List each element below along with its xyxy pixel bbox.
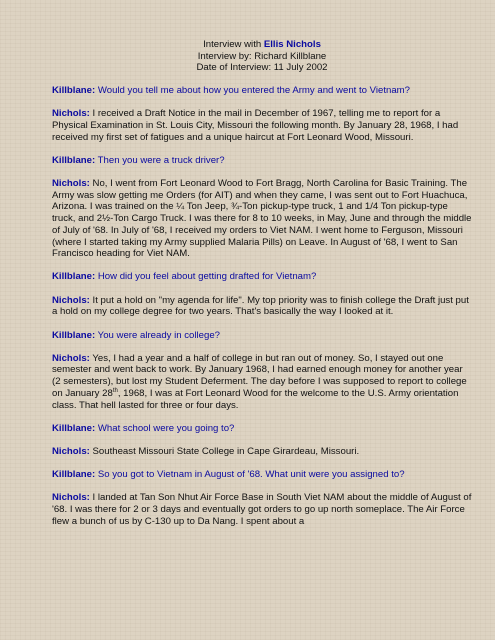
question-2: Killblane: Then you were a truck driver? <box>52 154 225 166</box>
speaker-label: Nichols: <box>52 352 90 364</box>
interview-title: Interview with Ellis Nichols <box>203 39 321 50</box>
answer-6: Nichols: I landed at Tan Son Nhut Air Force Base in South Viet NAM about the middle of August of '68. I was there for 2 or 3 days and eventually got orders to go up north someplace. The Air Force flew a bunch of us by C-130 up to Da Nang. I spent about a <box>52 492 472 527</box>
interview-date: Date of Interview: 11 July 2002 <box>196 62 328 73</box>
speaker-label: Nichols: <box>52 108 90 120</box>
speaker-label: Killblane: <box>52 154 96 166</box>
answer-1: Nichols: I received a Draft Notice in the mail in December of 1967, telling me to report for a Physical Examination in St. Louis City, Missouri the following month. By January 28, 1968, I had received my first set of fatigues and a unique haircut at Fort Leonard Wood, Missouri. <box>52 108 459 143</box>
interview-header <box>52 39 472 74</box>
interviewer-line: Interview by: Richard Killblane <box>197 50 327 62</box>
speaker-label: Nichols: <box>52 178 90 190</box>
answer-2: Nichols: No, I went from Fort Leonard Wood to Fort Bragg, North Carolina for Basic Training. The Army was slow getting me Orders (for AIT) and when they came, I was sent out to Fort Huachuca, Arizona. I was trained on the ¼ Ton Jeep, ¾-Ton pickup-type truck, 1 and 1/4 Ton pickup-type truck, and 2½-Ton Cargo Truck. I was there for 8 to 10 weeks, in May, June and through the middle of July of '68. In July of '68, I received my orders to Viet NAM. I went home to Ferguson, Missouri (where I started taking my Army supplied Malaria Pills) on Leave. In August of '68, I went to San Francisco heading for Viet NAM. <box>52 178 472 260</box>
speaker-label: Killblane: <box>52 85 96 96</box>
speaker-label: Killblane: <box>52 469 96 481</box>
question-6: Killblane: So you got to Vietnam in August of '68. What unit were you assigned to? <box>52 469 405 481</box>
answer-4: Nichols: Yes, I had a year and a half of college in but ran out of money. So, I stayed out one semester and went back to work. By January 1968, I had earned enough money for another year (2 semesters), but lost my Student Deferment. The day before I was supposed to report to college on January 28th, 1968, I was at Fort Leonard Wood for the welcome to the U.S. Army orientation class. That hell lasted for three or four days. <box>52 352 467 411</box>
interview-document <box>52 0 472 527</box>
question-3: Killblane: How did you feel about getting drafted for Vietnam? <box>52 271 317 283</box>
question-5: Killblane: What school were you going to? <box>52 422 235 434</box>
speaker-label: Killblane: <box>52 271 96 283</box>
interviewee-name: Ellis Nichols <box>263 39 321 50</box>
speaker-label: Killblane: <box>52 422 96 434</box>
question-1: Killblane: Would you tell me about how you entered the Army and went to Vietnam? <box>52 85 411 96</box>
speaker-label: Nichols: <box>52 492 90 504</box>
question-4: Killblane: You were already in college? <box>52 329 220 341</box>
speaker-label: Nichols: <box>52 445 90 457</box>
answer-3: Nichols: It put a hold on "my agenda for life". My top priority was to finish college the Draft just put a hold on my college degree for two years. That's basically the way I looked at it. <box>52 294 469 318</box>
answer-5: Nichols: Southeast Missouri State College in Cape Girardeau, Missouri. <box>52 445 360 457</box>
speaker-label: Nichols: <box>52 294 90 306</box>
speaker-label: Killblane: <box>52 329 96 341</box>
